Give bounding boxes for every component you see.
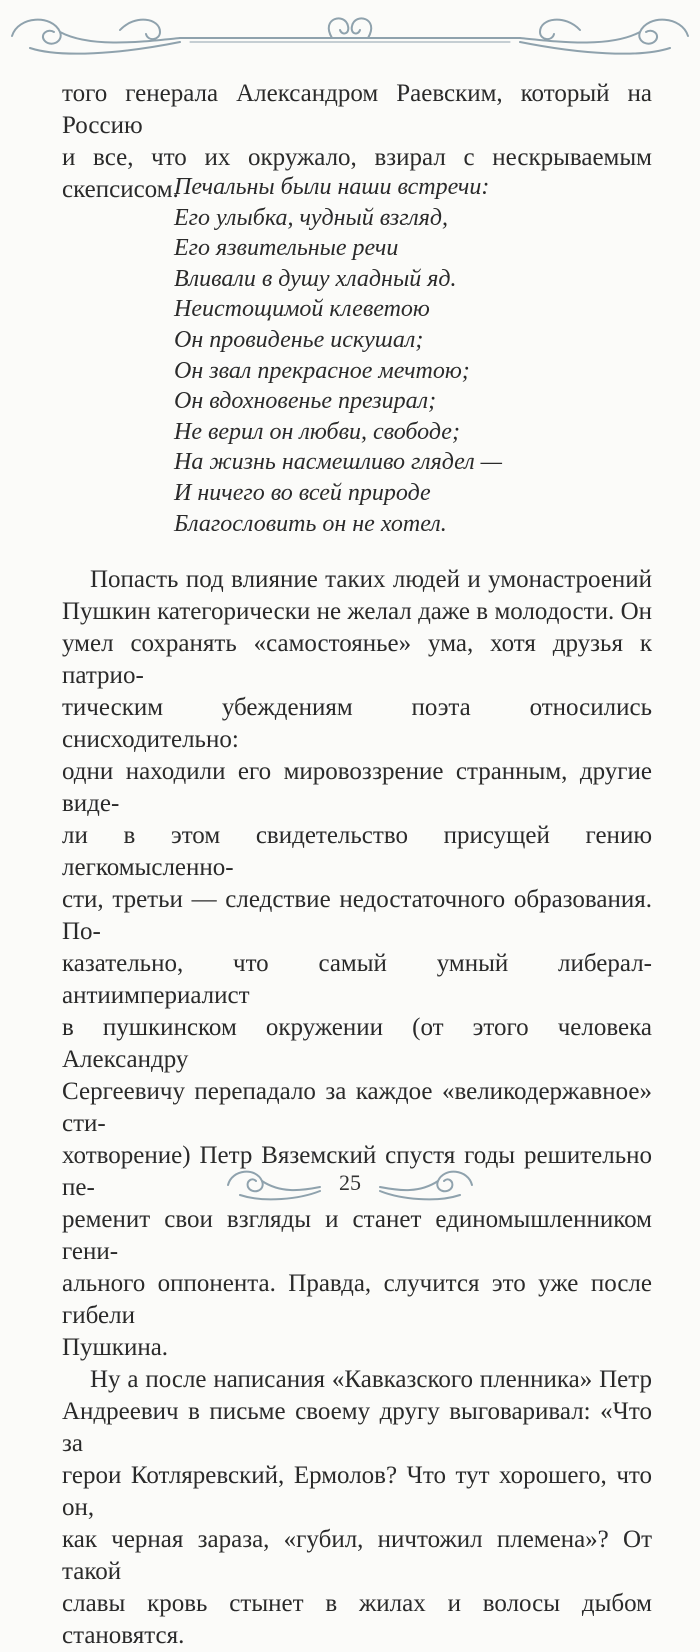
text-line: ли в этом свидетельство присущей гению легкомысленно-: [62, 822, 652, 881]
poem-line: Не верил он любви, свободе;: [174, 418, 460, 445]
page-number: 25: [339, 1170, 361, 1195]
body-text: [62, 564, 652, 1652]
text-line: того генерала Александром Раевским, который на Россию: [62, 80, 652, 139]
text-line: тическим убеждениям поэта относились снисходительно:: [62, 694, 652, 753]
text-line: в пушкинском окружении (от этого человека Александру: [62, 1014, 652, 1073]
text-line: Ну а после написания «Кавказского пленника» Петр: [90, 1366, 652, 1393]
text-line: Пушкин категорически не желал даже в молодости. Он: [62, 598, 652, 625]
text-line: казательно, что самый умный либерал-антиимпериалист: [62, 950, 652, 1009]
poem-line: И ничего во всей природе: [174, 479, 431, 506]
poem-line: Печальны были наши встречи:: [174, 174, 490, 200]
text-line: Пушкина.: [62, 1334, 169, 1361]
poem-line: На жизнь насмешливо глядел —: [174, 449, 503, 476]
text-line: Попасть под влияние таких людей и умонастроений: [90, 566, 652, 593]
poem-line: Его улыбка, чудный взгляд,: [174, 204, 449, 231]
text-line: хотворение) Петр Вяземский спустя годы решительно пе-: [62, 1142, 652, 1201]
paragraph-2: [62, 1364, 652, 1652]
text-line: славы кровь стынет в жилах и волосы дыбом становятся.: [62, 1590, 652, 1649]
text-line: умел сохранять «самостоянье» ума, хотя друзья к патрио-: [62, 630, 652, 689]
poem-line: Вливали в душу хладный яд.: [174, 265, 457, 292]
poem-line: Его язвительные речи: [174, 235, 399, 262]
text-line: одни находили его мировоззрение странным, другие виде-: [62, 758, 652, 817]
text-line: ального оппонента. Правда, случится это уже после гибели: [62, 1270, 652, 1329]
text-line: сти, третьи — следствие недостаточного образования. По-: [62, 886, 652, 945]
text-line: Андреевич в письме своему другу выговаривал: «Что за: [62, 1398, 652, 1457]
text-line: ременит свои взгляды и станет единомышленником гени-: [62, 1206, 652, 1265]
flourish-decoration: [0, 8, 700, 68]
poem-line: Он звал прекрасное мечтою;: [174, 357, 470, 384]
text-line: герои Котляревский, Ермолов? Что тут хорошего, что он,: [62, 1462, 652, 1521]
text-line: как черная зараза, «губил, ничтожил племена»? От такой: [62, 1526, 652, 1585]
poem-line: Он вдохновенье презирал;: [174, 388, 437, 415]
top-ornament: [0, 8, 700, 68]
text-line: Сергеевичу перепадало за каждое «великодержавное» сти-: [62, 1078, 652, 1137]
text-line: и все, что их окружало, взирал с нескрываемым скепсисом.: [62, 144, 652, 203]
poem-line: Неистощимой клеветою: [174, 296, 430, 323]
paragraph-1: [62, 564, 652, 1364]
poem-line: Он провиденье искушал;: [174, 326, 424, 353]
poem-quote: [174, 172, 594, 539]
poem-line: Благословить он не хотел.: [174, 510, 447, 537]
